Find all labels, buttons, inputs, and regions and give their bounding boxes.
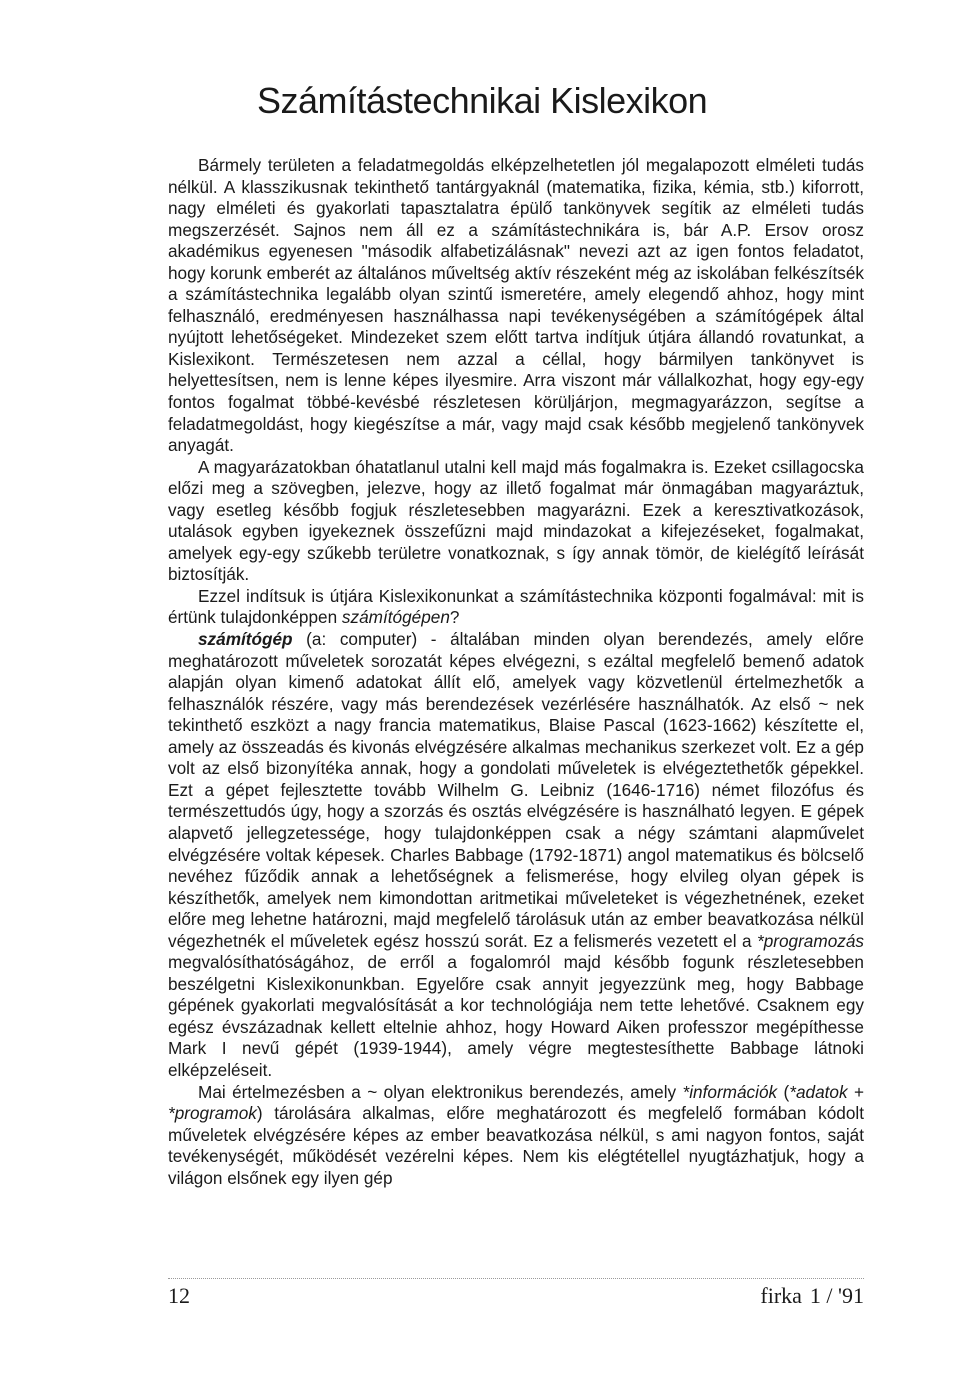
page-title: Számítástechnikai Kislexikon [257,80,708,121]
entry-term: számítógép [198,629,293,650]
intro-paragraph-3-end: ? [449,607,460,628]
cross-reference-programok: *programok [168,1103,257,1124]
journal-name: firka [760,1283,802,1308]
intro-paragraph-1: Bármely területen a feladatmegoldás elképzelhetetlen jól megalapozott elméleti tudás nélkül. A klasszikusnak tekinthető tantárgyaknál (matematika, fizika, kémia, stb.) kiforrott, nagy elméleti és gyakorlati tapasztalatra épülő tankönyvek segítik az elméleti tudás megszerzését. Sajnos nem áll ez a számítástechnikára is, bár A.P. Ersov orosz akadémikus egyenesen "második alfabetizálásnak" nevezi azt az igen fontos feladatot, hogy korunk emberét az általános műveltség aktív részeként még az iskolában felkészítsék a számítástechnika legalább olyan szintű ismeretére, amely elegendő ahhoz, hogy mint felhasználó, eredményesen használhassa napi tevékenységében a számítógépek által nyújtott lehetőségeket. Mindezeket szem előtt tartva indítjuk útjára állandó rovatunkat, a Kislexikont. Természetesen nem azzal a céllal, hogy bármilyen tankönyvet is helyettesítsen, nem is lenne képes ilyesmire. Arra viszont már vállalkozhat, hogy egy-egy fontos fogalmat többé-kevésbé részletesen körüljárjon, megmagyarázzon, segítse a feladatmegoldást, hogy kiegészítse a már, vagy majd csak később megjelenő tankönyvek anyagát. [168,155,864,456]
footer-divider [168,1278,864,1279]
entry-definition-part-1: (a: computer) - általában minden olyan berendezés, amely előre meghatározott műveletek sorozatát képes elvégezni, s ezáltal megfelelő bemenő adatok alapján olyan kimenő adatokat állít elő, amelyek vagy közvetlenül értelmezhetők a felhasználók részére, vagy más berendezések vezérlésére használhatók. Az első ~ nek tekinthető eszközt a nagy francia matematikus, Blaise Pascal (1623-1662) készítette el, amely az összeadás és kivonás elvégzésére alkalmas mechanikus szerkezet volt. Ez a gép volt az első bizonyítéka annak, hogy a gondolati műveletek is elvégeztethetők gépekkel. Ezt a gépet fejlesztette tovább Wilhelm G. Leibniz (1646-1716) német filozófus és természettudós úgy, hogy a szorzás és osztás elvégzésére is használható legyen. E gépek alapvető jellegzetessége, hogy tulajdonképpen csak a négy számtani alapművelet elvégzésére voltak képesek. Charles Babbage (1792-1871) angol matematikus és bölcselő nevéhez fűződik annak a lehetőségnek a felismerése, hogy elvileg olyan gépek is készíthetők, amelyek nem kimondottan aritmetikai műveleteket is végezhetnének, ezeket előre meg lehetne határozni, majd megfelelő tárolásuk után az ember beavatkozása nélkül végezhetnék el műveletek egész hosszú sorát. Ez a felismerés vezetett el a [168,629,864,951]
intro-paragraph-3-text: Ezzel indítsuk is útjára Kislexikonunkat a számítástechnika központi fogalmával: mit is értünk tulajdonképpen [168,585,864,628]
article-body [168,155,864,1189]
intro-emphasis-term: számítógépen [341,607,450,628]
entry-modern-definition [168,1082,864,1190]
entry-modern-part-1: Mai értelmezésben a ~ olyan elektronikus berendezés, amely [198,1081,683,1102]
entry-definition-part-2: megvalósíthatóságához, de erről a fogalomról majd később fogunk részletesebben beszélgetni Kislexikonunkban. Egyelőre csak annyit jegyezzünk meg, hogy Babbage gépének gyakorlati megvalósítását a kor technológiája nem tette lehetővé. Csaknem egy egész évszázadnak kellett eltelnie ahhoz, hogy Howard Aiken professzor megépíthesse Mark I nevű gépét (1939-1944), amely végre megtestesíthette Babbage látnoki elképzeléseit. [168,952,864,1080]
entry-definition [168,629,864,1081]
page-number: 12 [168,1283,190,1308]
issue-number: 1 / '91 [809,1283,864,1308]
cross-reference-programozas: *programozás [757,930,864,951]
entry-modern-part-3: + [847,1081,865,1102]
intro-paragraph-2: A magyarázatokban óhatatlanul utalni kell majd más fogalmakra is. Ezeket csillagocska előzi meg a szövegben, jelezve, hogy az illető fogalmat már önmagában magyaráztuk, vagy esetleg később fogjuk részletesebben magyarázni. Ezek a keresztivatkozások, utalások egyben igyekeznek összefűzni majd mindazokat a kifejezéseket, fogalmakat, amelyek egy-egy szűkebb területre vonatkoznak, s így annak tömör, de kielégítő leírását biztosítják. [168,456,864,585]
journal-issue [752,1283,864,1309]
intro-paragraph-3 [168,586,864,629]
entry-modern-part-4: ) tárolására alkalmas, előre meghatározott és megfelelő formában kódolt műveletek elvégzésére képes az ember beavatkozása nélkül, s ami nagyon fontos, saját tevékenységét, működését vezérelni képes. Nem kis elégtétellel nyugtázhatjuk, hogy a világon elsőnek egy ilyen gép [168,1103,864,1188]
cross-reference-adatok: *adatok [789,1081,848,1102]
entry-modern-part-2: ( [777,1081,790,1102]
cross-reference-informaciok: *információk [682,1081,778,1102]
